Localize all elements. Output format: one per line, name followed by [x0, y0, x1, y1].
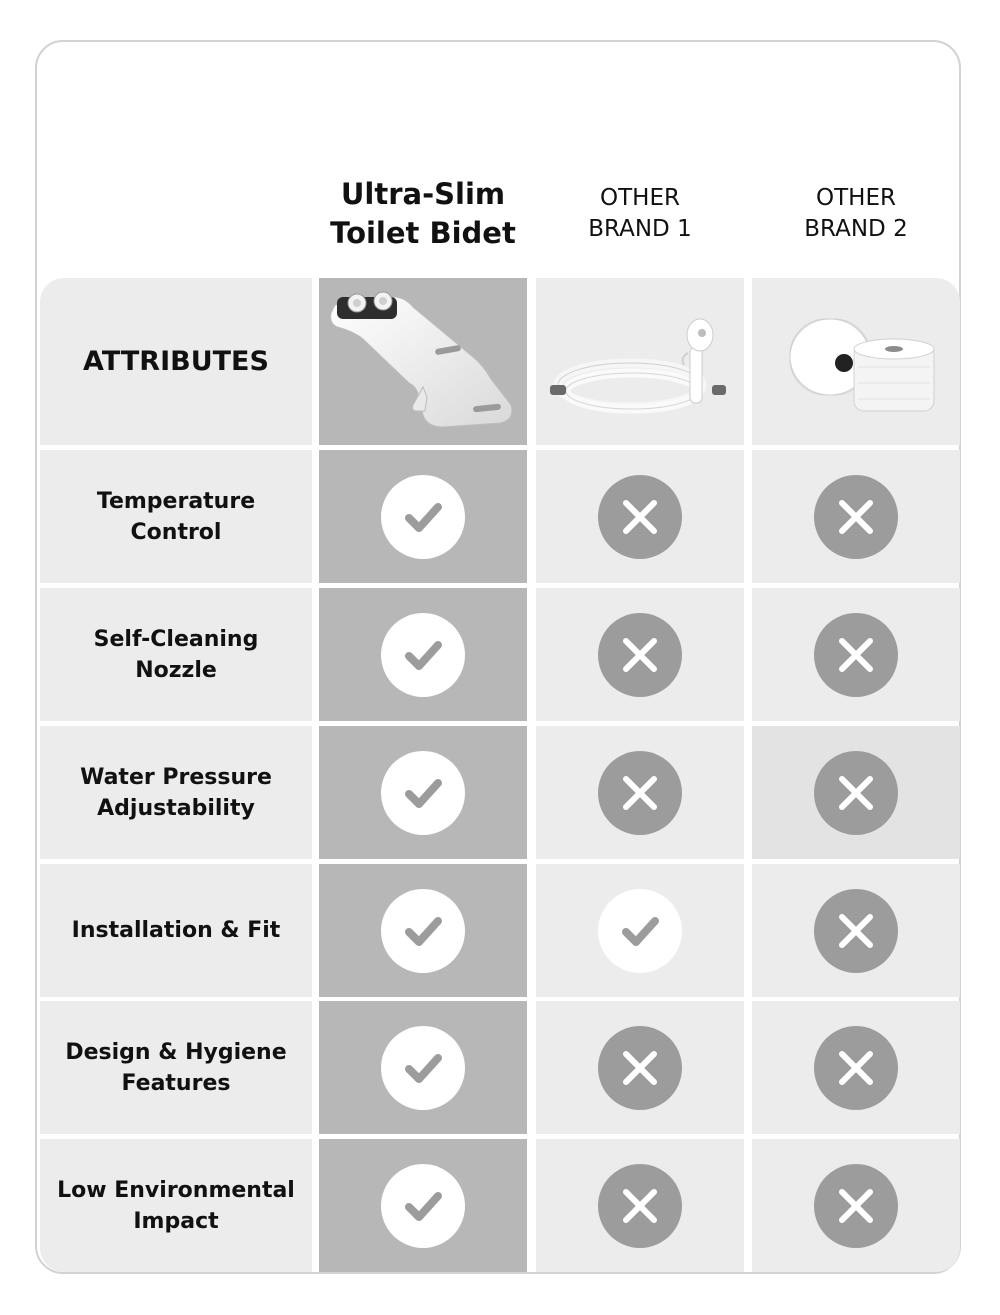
- brand1-value-cell: [536, 726, 744, 859]
- brand1-value-icon: [598, 613, 682, 697]
- brand1-value-cell: [536, 450, 744, 583]
- cross-icon: [814, 751, 898, 835]
- product-value-cell: [319, 588, 527, 721]
- brand2-value-icon: [814, 751, 898, 835]
- brand1-value-cell: [536, 1139, 744, 1272]
- brand2-value-icon: [814, 1164, 898, 1248]
- brand2-column-title: [752, 183, 960, 245]
- brand2-value-icon: [814, 1026, 898, 1110]
- brand1-value-cell: [536, 864, 744, 997]
- attribute-label-line2: Nozzle: [135, 657, 217, 683]
- check-icon: [381, 1026, 465, 1110]
- brand2-title-line1: OTHER: [816, 185, 896, 211]
- attribute-label-line1: Self-Cleaning: [93, 626, 259, 652]
- brand2-title-line2: BRAND 2: [804, 216, 908, 242]
- brand1-title-line2: BRAND 1: [588, 216, 692, 242]
- brand1-value-icon: [598, 1026, 682, 1110]
- check-icon: [381, 475, 465, 559]
- brand1-image-cell: [536, 278, 744, 445]
- cross-icon: [598, 613, 682, 697]
- attributes-header: [40, 278, 312, 445]
- brand2-value-cell: [752, 864, 960, 997]
- brand2-value-cell: [752, 450, 960, 583]
- product-value-cell: [319, 1139, 527, 1272]
- attribute-label-line1: Temperature: [96, 488, 256, 514]
- product-value-cell: [319, 864, 527, 997]
- check-icon: [381, 613, 465, 697]
- brand2-value-icon: [814, 613, 898, 697]
- cross-icon: [814, 475, 898, 559]
- attribute-label-line1: Installation & Fit: [71, 918, 281, 943]
- attribute-label-line1: Design & Hygiene: [65, 1039, 287, 1065]
- attribute-label: [40, 588, 312, 721]
- product-value-icon: [381, 1026, 465, 1110]
- brand2-value-cell: [752, 726, 960, 859]
- check-icon: [381, 1164, 465, 1248]
- product-value-cell: [319, 1001, 527, 1134]
- attribute-label-line2: Control: [130, 519, 222, 545]
- cross-icon: [598, 1026, 682, 1110]
- cross-icon: [598, 1164, 682, 1248]
- attribute-label: [40, 1001, 312, 1134]
- attribute-label-line1: Water Pressure: [80, 764, 272, 790]
- product-value-icon: [381, 1164, 465, 1248]
- brand1-value-icon: [598, 751, 682, 835]
- attribute-label-line1: Low Environmental: [57, 1177, 295, 1203]
- cross-icon: [598, 751, 682, 835]
- cross-icon: [814, 613, 898, 697]
- cross-icon: [814, 889, 898, 973]
- attribute-label-line2: Impact: [133, 1208, 219, 1234]
- brand1-value-icon: [598, 889, 682, 973]
- cross-icon: [598, 475, 682, 559]
- brand1-title-line1: OTHER: [600, 185, 680, 211]
- brand2-value-cell: [752, 1001, 960, 1134]
- check-icon: [598, 889, 682, 973]
- brand1-value-cell: [536, 588, 744, 721]
- product-title-line1: Ultra-Slim: [340, 177, 506, 211]
- product-value-icon: [381, 751, 465, 835]
- brand2-value-cell: [752, 1139, 960, 1272]
- brand2-value-cell: [752, 588, 960, 721]
- brand2-value-icon: [814, 889, 898, 973]
- attribute-label: [40, 864, 312, 997]
- attribute-label-line2: Features: [121, 1070, 231, 1096]
- product-value-cell: [319, 726, 527, 859]
- product-column-title: [318, 175, 528, 253]
- check-icon: [381, 751, 465, 835]
- product-title-line2: Toilet Bidet: [330, 216, 516, 250]
- product-value-icon: [381, 613, 465, 697]
- attribute-label: [40, 450, 312, 583]
- attribute-label-line2: Adjustability: [97, 795, 255, 821]
- brand2-value-icon: [814, 475, 898, 559]
- product-value-cell: [319, 450, 527, 583]
- cross-icon: [814, 1164, 898, 1248]
- brand2-image-cell: [752, 278, 960, 445]
- handheld-sprayer-image: [540, 287, 740, 437]
- attribute-label: [40, 726, 312, 859]
- check-icon: [381, 889, 465, 973]
- brand1-value-icon: [598, 1164, 682, 1248]
- attribute-label: [40, 1139, 312, 1272]
- product-image-cell: [319, 278, 527, 445]
- attributes-header-label: ATTRIBUTES: [83, 346, 269, 377]
- brand1-value-icon: [598, 475, 682, 559]
- brand1-column-title: [536, 183, 744, 245]
- cross-icon: [814, 1026, 898, 1110]
- toilet-paper-rolls-image: [756, 287, 956, 437]
- product-value-icon: [381, 475, 465, 559]
- brand1-value-cell: [536, 1001, 744, 1134]
- bidet-attachment-image: [323, 287, 523, 437]
- product-value-icon: [381, 889, 465, 973]
